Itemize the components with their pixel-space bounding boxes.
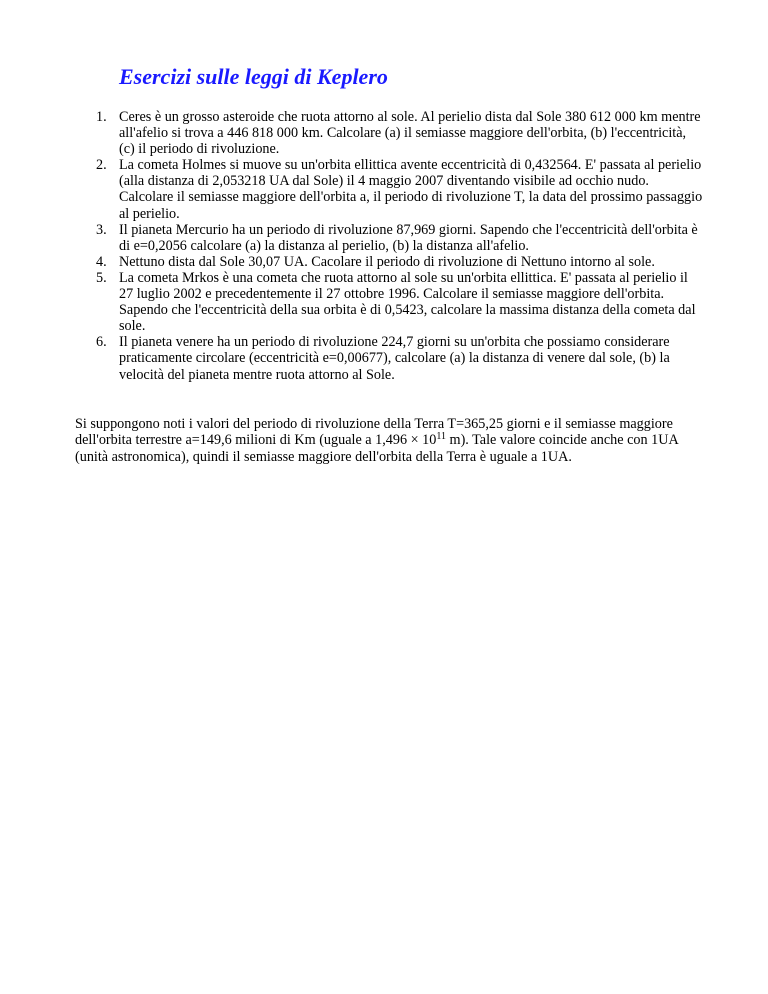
list-item-number: 4.	[96, 253, 107, 270]
list-item-number: 3.	[96, 221, 107, 238]
list-item-text: Ceres è un grosso asteroide che ruota attorno al sole. Al perielio dista dal Sole 380 612 000 km mentre all'afelio si trova a 446 818 000 km. Calcolare (a) il semiasse maggiore dell'orbita, (b) l'eccentricità, (c) il periodo di rivoluzione.	[119, 109, 701, 158]
list-item-text: La cometa Mrkos è una cometa che ruota attorno al sole su un'orbita ellittica. E' passata al perielio il 27 luglio 2002 e precedentemente il 27 ottobre 1996. Calcolare il semiasse maggiore dell'orbita. Sapendo che l'eccentricità della sua orbita è di 0,5423, calcolare la massima distanza della cometa dal sole.	[119, 269, 696, 335]
list-item	[96, 334, 704, 383]
note-exponent: 11	[436, 431, 446, 443]
list-item	[96, 253, 704, 270]
earth-orbit-note	[75, 416, 705, 465]
list-item-number: 2.	[96, 157, 107, 174]
list-item-number: 6.	[96, 334, 107, 351]
list-item-number: 5.	[96, 269, 107, 286]
list-item-number: 1.	[96, 109, 107, 125]
document-title: Esercizi sulle leggi di Keplero	[119, 64, 388, 89]
exercise-list	[96, 109, 704, 383]
list-item	[96, 269, 704, 335]
list-item	[96, 109, 704, 158]
note-text-before-exponent: Si suppongono noti i valori del periodo di rivoluzione della Terra T=365,25 giorni e il semiasse maggiore dell'orbita terrestre a=149,6 milioni di Km (uguale a 1,496 × 10	[75, 416, 673, 449]
list-item-text: Nettuno dista dal Sole 30,07 UA. Cacolare il periodo di rivoluzione di Nettuno intorno al sole.	[119, 253, 655, 270]
note-text-after-exponent: m). Tale valore coincide anche con 1UA (unità astronomica), quindi il semiasse maggiore dell'orbita della Terra è uguale a 1UA.	[75, 432, 678, 465]
list-item-text: La cometa Holmes si muove su un'orbita ellittica avente eccentricità di 0,432564. E' passata al perielio (alla distanza di 2,053218 UA dal Sole) il 4 maggio 2007 diventando visibile ad occhio nudo. Calcolare il semiasse maggiore dell'orbita a, il periodo di rivoluzione T, la data del prossimo passaggio al perielio.	[119, 157, 703, 222]
list-item	[96, 221, 704, 254]
list-item-text: Il pianeta Mercurio ha un periodo di rivoluzione 87,969 giorni. Sapendo che l'eccentricità dell'orbita è di e=0,2056 calcolare (a) la distanza al perielio, (b) la distanza all'afelio.	[119, 221, 698, 254]
list-item	[96, 157, 704, 222]
list-item-text: Il pianeta venere ha un periodo di rivoluzione 224,7 giorni su un'orbita che possiamo considerare praticamente circolare (eccentricità e=0,00677), calcolare (a) la distanza di venere dal sole, (b) la velocità del pianeta mentre ruota attorno al Sole.	[119, 334, 670, 383]
